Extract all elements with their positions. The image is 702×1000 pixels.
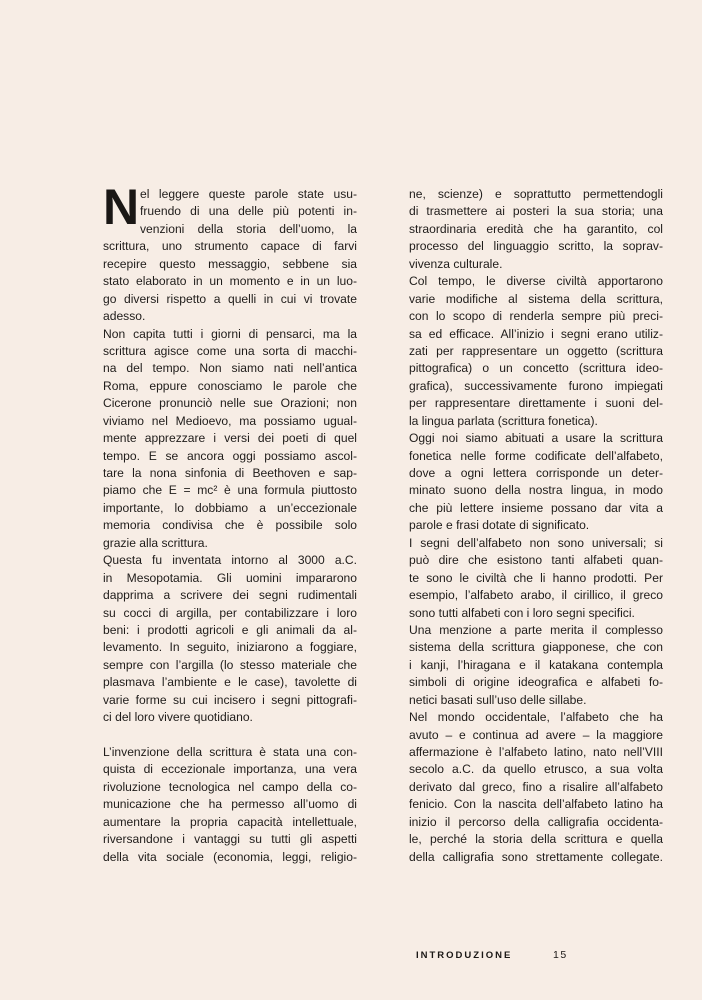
text-line: secolo a.C. da quello etrusco, a sua volta — [409, 762, 663, 777]
text-line: Questa fu inventata intorno al 3000 a.C. — [103, 553, 357, 568]
page-number: 15 — [553, 949, 568, 961]
text-line: fonetica nelle forme codificate dell’alfabeto, — [409, 448, 663, 463]
text-line: Oggi noi siamo abituati a usare la scrittura — [409, 431, 663, 446]
text-line: Cicerone pronunciò nelle sue Orazioni; non — [103, 396, 357, 411]
text-line: fenicio. Con la nascita dell’alfabeto latino ha — [409, 797, 663, 812]
text-line: adesso. — [103, 309, 146, 324]
right-text-column — [409, 186, 663, 866]
text-line: minato suono della nostra lingua, in modo — [409, 483, 663, 498]
text-line: i kanji, l’hiragana e il katakana contempla — [409, 657, 663, 672]
text-line: riversandone i vantaggi su tutti gli aspetti — [103, 832, 357, 847]
right-column-lines — [409, 186, 663, 866]
text-line: netici basati sull’uso delle sillabe. — [409, 692, 587, 707]
text-line: dove a ogni lettera corrisponde un deter- — [409, 466, 663, 480]
text-line: processo del linguaggio scritto, la soprav- — [409, 239, 663, 254]
text-line: importante, lo dobbiamo a un’eccezionale — [103, 500, 357, 515]
text-line: zati per rappresentare un oggetto (scrittura — [409, 343, 663, 358]
text-line: in Mesopotamia. Gli uomini impararono — [103, 570, 357, 585]
text-line: L’invenzione della scrittura è stata una con- — [103, 745, 357, 759]
text-line: fruendo di una delle più potenti in- — [140, 204, 357, 219]
section-label: INTRODUZIONE — [416, 950, 513, 961]
text-line: affermazione è l’alfabeto latino, nato nell’VIII — [409, 745, 663, 759]
text-line: plasmava l’ambiente e le case), tavolette di — [103, 675, 357, 690]
text-line: Non capita tutti i giorni di pensarci, ma la — [103, 326, 357, 341]
text-line: te sono le civiltà che li hanno prodotti. Per — [409, 570, 663, 585]
text-line: parole e frasi dotate di significato. — [409, 518, 590, 533]
text-line: le, perché la storia della scrittura e quella — [409, 832, 663, 847]
text-line: go diversi rispetto a quelli in cui vi trovate — [103, 291, 357, 306]
text-line: grazie alla scrittura. — [103, 535, 208, 550]
text-line: per rappresentare direttamente i suoni del- — [409, 396, 663, 411]
text-line: su cocci di argilla, per contabilizzare i loro — [103, 605, 357, 620]
text-line: viviamo nel Medioevo, ma possiamo ugual- — [103, 413, 357, 428]
text-line: I segni dell’alfabeto non sono universali; si — [409, 535, 663, 550]
text-line: Roma, eppure conosciamo le parole che — [103, 378, 357, 393]
text-line: sempre con l’argilla (lo stesso materiale che — [103, 657, 357, 672]
drop-cap: N — [103, 179, 140, 235]
text-line: recepire questo messaggio, sebbene sia — [103, 256, 357, 271]
text-line: sa ed efficace. All’inizio i segni erano utiliz- — [409, 326, 663, 341]
text-line: sono tutti alfabeti con i loro segni specifici. — [409, 605, 635, 620]
text-line: esempio, l’alfabeto arabo, il cirillico, il greco — [409, 588, 663, 603]
text-line: tare la nona sinfonia di Beethoven e sap- — [103, 466, 357, 480]
text-line: Nel mondo occidentale, l’alfabeto che ha — [409, 710, 663, 725]
text-line: scrittura, uno strumento capace di farvi — [103, 239, 357, 254]
text-line: straordinaria eredità che ha garantito, col — [409, 221, 663, 236]
text-line: memoria condivisa che è possibile solo — [103, 518, 357, 533]
text-line: grafica), successivamente furono impiegati — [409, 378, 663, 393]
text-line: con lo scopo di renderla sempre più preci- — [409, 309, 663, 324]
text-line: della vita sociale (economia, leggi, religio- — [103, 849, 357, 864]
text-line: mente apprezzare i versi dei poeti di quel — [103, 431, 357, 446]
text-line: può dire che esistono tanti alfabeti quan- — [409, 553, 663, 568]
text-line: ne, scienze) e soprattutto permettendogli — [409, 187, 663, 201]
text-line: piamo che E = mc² è una formula piuttosto — [103, 483, 357, 498]
text-line: el leggere queste parole state usu- — [140, 187, 357, 201]
text-line: inizio il percorso della calligrafia occidenta- — [409, 814, 663, 829]
text-line: varie modifiche al sistema della scrittura, — [409, 291, 663, 306]
text-line: quista di eccezionale importanza, una vera — [103, 762, 357, 777]
text-line: rivoluzione tecnologica nel campo della co- — [103, 779, 357, 794]
text-line: Una menzione a parte merita il complesso — [409, 622, 663, 637]
text-line: ci del loro vivere quotidiano. — [103, 710, 253, 725]
text-line: tempo. E se ancora oggi possiamo ascol- — [103, 448, 357, 463]
text-line: venzioni della storia dell’uomo, la — [140, 221, 357, 236]
text-line: derivato dal greco, fino a risalire all’alfabeto — [409, 779, 663, 794]
text-line: la lingua parlata (scrittura fonetica). — [409, 413, 598, 428]
text-line: beni: i prodotti agricoli e gli animali da al- — [103, 622, 357, 637]
text-line: Col tempo, le diverse civiltà apportarono — [409, 274, 663, 289]
text-line: scrittura agisce come una sorta di macchi- — [103, 343, 357, 358]
text-line: varie forme su cui incisero i segni pittografi- — [103, 692, 357, 707]
text-line: avuto – e continua ad avere – la maggiore — [409, 727, 663, 742]
text-line: na del tempo. Non siamo nati nell’antica — [103, 361, 357, 376]
text-line: dapprima a scrivere dei segni rudimentali — [103, 588, 357, 603]
text-line: stato elaborato in un momento e in un luo- — [103, 274, 357, 289]
text-line: levamento. In seguito, iniziarono a foggiare, — [103, 640, 357, 655]
text-line: della calligrafia sono strettamente collegate. — [409, 849, 663, 864]
text-line: pittografica) o un concetto (scrittura ideo- — [409, 361, 663, 376]
text-line: simboli di origine ideografica e alfabeti fo- — [409, 675, 663, 690]
paragraph-spacer — [103, 727, 357, 744]
text-line: aumentare la propria capacità intellettuale, — [103, 814, 357, 829]
text-line: di trasmettere ai posteri la sua storia; una — [409, 204, 663, 219]
text-line: vivenza culturale. — [409, 256, 503, 271]
text-line: che più lettere insieme possano dar vita a — [409, 500, 663, 515]
text-line: sistema della scrittura giapponese, che con — [409, 640, 663, 655]
text-line: municazione che ha permesso all’uomo di — [103, 797, 357, 812]
left-text-column — [103, 179, 357, 866]
left-column-lines — [103, 179, 357, 866]
